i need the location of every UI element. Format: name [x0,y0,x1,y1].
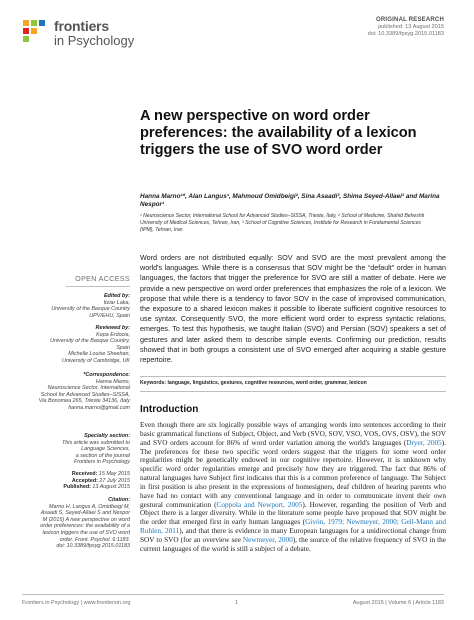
sidebar-line: Via Bonomea 265, Trieste 34136, Italy [38,398,130,405]
sidebar-label: Published: [63,484,91,491]
body-text: ), and that there is evidence in many European languages for a unidirectional change from SOV to SVO (for an overview see [140,527,446,544]
body-text: Even though there are six logically possible ways of arranging words into sentences according to their basic grammatical functions of Subject, Object, and Verb (SVO, SOV, VSO, VOS, OVS, OSV), the SOV and SVO orders account for 86% of word order variation among the world's languages ( [140,421,446,447]
body-text: ), the source of the relative frequency of SVO in the current languages of the world is still a subject of a debate. [140,535,446,553]
citation-doi[interactable]: doi: 10.3389/fpsyg.2015.01183 [56,543,130,550]
journal-name: in Psychology [54,33,135,48]
footer-issue-info: August 2015 | Volume 6 | Article 1183 [352,600,444,606]
sidebar-line: Spain [116,344,130,351]
affiliations [140,213,445,233]
introduction-paragraph [140,421,446,554]
sidebar-line: Marno H, Langus A, Omidbeigi M, [49,503,130,510]
sidebar-line: University of Cambridge, UK [61,357,130,364]
divider [66,286,130,287]
divider [140,391,446,392]
affiliation-line: (IPM), Tehran, Iran [140,226,183,233]
sidebar-line: order preferences: the availability of a [40,523,130,530]
body-text: ). The preferences for these two specific word orders suggest that the triggers for some word order regularities might be genetically endowed in our cognitive repertoire. However, it is unknown why specific word order regularities emerge and precisely how they are triggered. The fact that 86% of natural languages have Subject first indicates that this is a common preference of language. The Subject in first position is also present in the expressions of homesigners, deaf children of hearing parents who have had no contact with any conventional language and in order to communicate invent their own gestural communication ( [140,438,446,509]
sidebar-line: University of the Basque Country, [50,338,130,345]
sidebar-line: M (2015) A new perspective on word [42,516,130,523]
sidebar-label: Reviewed by: [95,325,130,331]
article-doi[interactable]: doi: 10.3389/fpsyg.2015.01183 [367,31,444,37]
sidebar-line: UPV/EHU, Spain [89,312,130,319]
sidebar-line: Kepa Erdocia, [96,331,130,338]
affiliation-line: University of Medical Sciences, Tehran, Iran, ³ School of Cognitive Sciences, Institute for Research in Fundamental Sciences [140,219,421,226]
open-access-label: OPEN ACCESS [75,274,130,283]
received-date: 15 May 2015 [98,471,130,477]
footer-journal-link[interactable]: Frontiers in Psychology | www.frontiersin.org [22,600,131,606]
abstract: Word orders are not distributed equally: SOV and SVO are the most prevalent among the world's languages. While there is a consensus that SOV might be the “default” order in human languages, the factors that trigger the preference for SVO are still a matter of debate. Here we provide a new perspective on word order preferences that emphasizes the role of a lexicon. We propose that while there is a tendency to favor SOV in the case of improvised communication, the exposure to a shared lexicon makes it possible to liberate sufficient cognitive resources to use syntax. Consequently SVO, the more efficient word order to express syntactic relations, emerges. To test this hypothesis, we taught Italian (SVO) and Persian (SOV) speakers a set of gestures and later asked them to describe simple events. Confirming our prediction, results showed that in both groups a consistent use of SVO emerged after acquiring a stable gesture repertoire. [140,253,446,365]
brand-name: frontiers [54,18,109,34]
citation-link[interactable]: Givón, 1979; Newmeyer, 2000; Gell-Mann and Ruhlen, 2011 [140,518,446,536]
sidebar-line: a section of the journal [75,452,130,459]
body-text: ). However, regarding the position of Verb and Object there is a larger diversity. While in the literature some people have proposed that SOV might be the order that emerged first in early human languages ( [140,500,447,527]
article-type: ORIGINAL RESEARCH [376,17,444,23]
sidebar-line: Itziar Laka, [103,299,130,306]
section-heading-introduction: Introduction [140,404,199,415]
sidebar-label: Edited by: [103,293,130,299]
sidebar-line: Michelle Louise Sheehan, [68,351,130,358]
sidebar-line: University of the Basque Country [51,306,130,313]
dates [30,471,130,491]
sidebar-label: Specialty section: [84,433,130,439]
sidebar-line: This article was submitted to [61,439,130,446]
sidebar-label: Accepted: [71,477,98,484]
article-meta [368,17,444,38]
edited-by [30,293,130,319]
sidebar-line: Language Sciences, [81,446,130,453]
author-list: Hanna Marno¹*, Alan Langus¹, Mahmoud Omidbeigi², Sina Asaadi³, Shima Seyed-Allaei³ and Marina Nespor¹ [140,193,440,209]
journal-logo [22,16,182,56]
accepted-date: 27 July 2015 [99,477,130,484]
published-date: published: 13 August 2015 [378,24,444,30]
sidebar-label: Citation: [108,497,130,503]
reviewed-by [30,325,130,365]
sidebar-line: Neuroscience Sector, International [47,385,130,392]
footer-divider [22,594,444,595]
citation-link[interactable]: Newmeyer, 2000 [242,535,293,544]
frontiers-logo-icon [22,18,48,44]
citation-link[interactable]: Dryer, 2005 [406,438,442,447]
citation [30,497,130,550]
sidebar-line: Frontiers in Psychology [73,459,130,466]
sidebar-label: Received: [71,471,98,477]
correspondence [30,372,130,412]
sidebar-line: Hanna Marno, [95,378,130,385]
divider [140,376,446,377]
page-number: 1 [235,600,239,606]
sidebar-line: lexicon triggers the use of SVO word [42,529,130,536]
sidebar-line: Asaadi S, Seyed-Allaei S and Nespor [40,510,130,517]
sidebar-label: *Correspondence: [83,372,130,378]
page-title: A new perspective on word order preferences: the availability of a lexicon triggers the use of SVO word order [140,108,417,158]
citation-link[interactable]: Coppola and Newport, 2005 [216,500,303,509]
sidebar-line: School for Advanced Studies–SISSA, [40,391,130,398]
affiliation-line: ¹ Neuroscience Sector, International School for Advanced Studies–SISSA, Trieste, Italy, ² School of Medicine, Shahid Beheshti [140,213,425,219]
keywords: Keywords: language, linguistics, gestures, cognitive resources, word order, grammar, lexicon [140,380,367,386]
specialty-section [30,433,130,466]
correspondence-email[interactable]: hanna.marno@gmail.com [68,404,130,411]
sidebar-line: order. Front. Psychol. 6:1183. [59,536,130,543]
published-date: 13 August 2015 [92,484,130,491]
